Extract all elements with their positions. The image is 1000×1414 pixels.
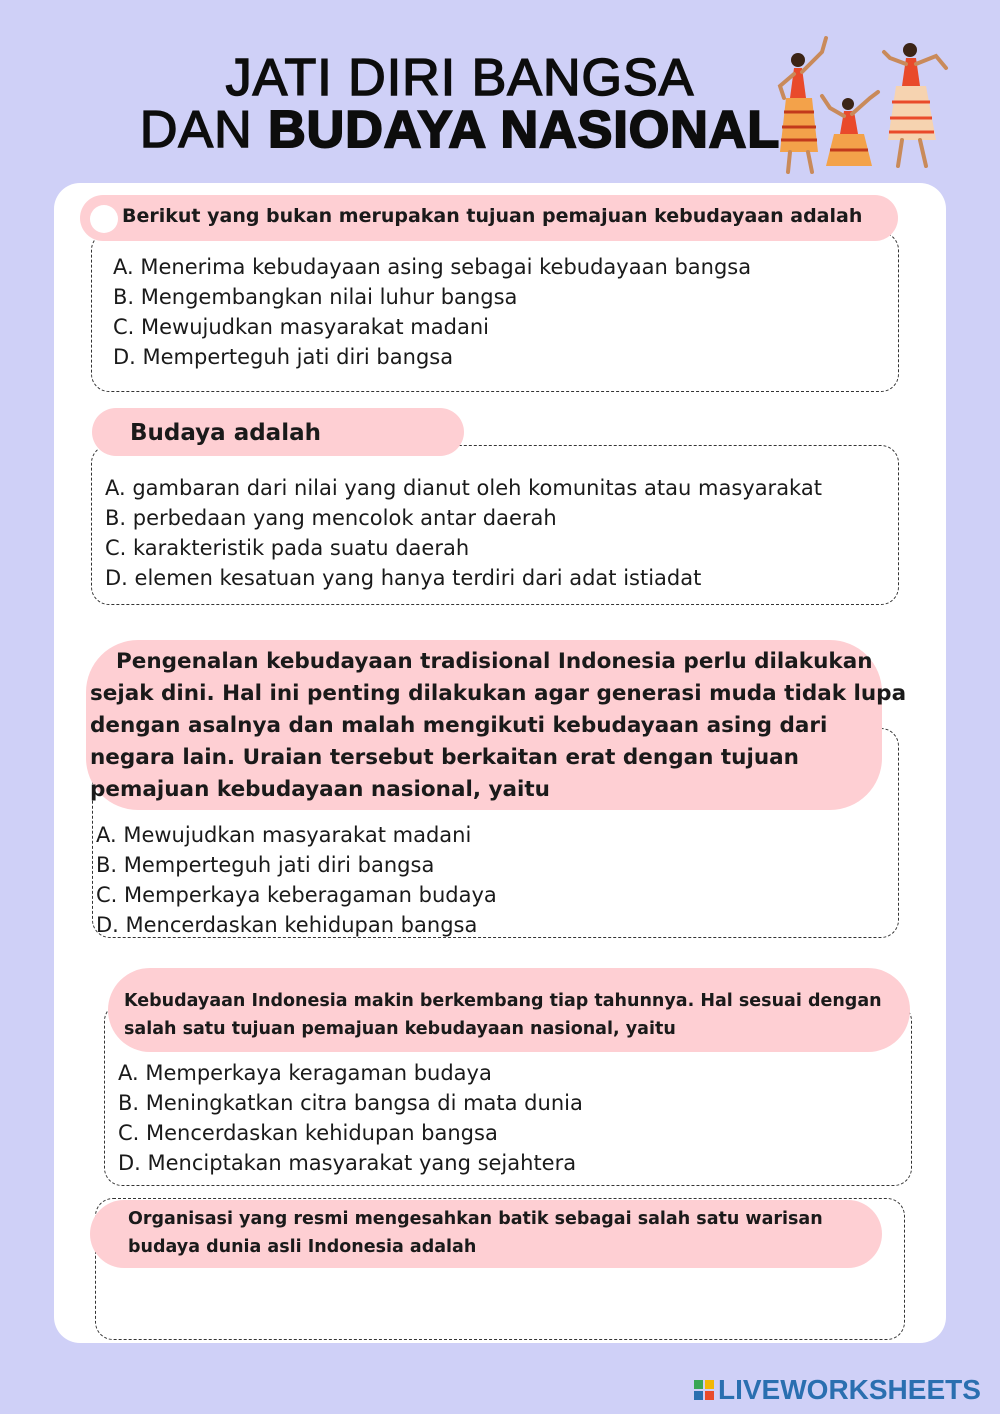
- question-4-option-c[interactable]: C. Mencerdaskan kehidupan bangsa: [118, 1121, 498, 1145]
- question-4-prompt-line: salah satu tujuan pemajuan kebudayaan nasional, yaitu: [124, 1019, 676, 1039]
- question-1-bullet: [90, 205, 118, 233]
- dancers-illustration: [760, 12, 960, 182]
- question-5-prompt: [90, 1200, 882, 1268]
- question-3-option-a[interactable]: A. Mewujudkan masyarakat madani: [96, 823, 472, 847]
- question-4-option-b[interactable]: B. Meningkatkan citra bangsa di mata dunia: [118, 1091, 583, 1115]
- question-3-prompt-lines: [90, 646, 906, 806]
- question-3-options: [96, 820, 497, 940]
- liveworksheets-logo: [694, 1374, 981, 1406]
- question-4-option-a[interactable]: A. Memperkaya keragaman budaya: [118, 1061, 492, 1085]
- dancer-center: [822, 92, 878, 166]
- question-2-option-b[interactable]: B. perbedaan yang mencolok antar daerah: [105, 506, 557, 530]
- question-1-prompt-text: Berikut yang bukan merupakan tujuan pemajuan kebudayaan adalah: [122, 205, 863, 227]
- question-1-option-c[interactable]: C. Mewujudkan masyarakat madani: [113, 315, 489, 339]
- question-5-prompt-line: Organisasi yang resmi mengesahkan batik sebagai salah satu warisan: [128, 1209, 823, 1229]
- question-3-option-c[interactable]: C. Memperkaya keberagaman budaya: [96, 883, 497, 907]
- question-2-option-d[interactable]: D. elemen kesatuan yang hanya terdiri dari adat istiadat: [105, 566, 702, 590]
- question-2-option-a[interactable]: A. gambaran dari nilai yang dianut oleh komunitas atau masyarakat: [105, 476, 822, 500]
- question-4-prompt-lines: [124, 987, 882, 1043]
- liveworksheets-brand-text: LIVEWORKSHEETS: [718, 1374, 981, 1405]
- question-3-option-d[interactable]: D. Mencerdaskan kehidupan bangsa: [96, 913, 478, 937]
- question-3-prompt: [86, 640, 907, 810]
- question-3-option-b[interactable]: B. Memperteguh jati diri bangsa: [96, 853, 435, 877]
- question-5-prompt-lines: [128, 1205, 823, 1261]
- question-2-option-c[interactable]: C. karakteristik pada suatu daerah: [105, 536, 470, 560]
- question-4-prompt-line: Kebudayaan Indonesia makin berkembang tiap tahunnya. Hal sesuai dengan: [124, 991, 882, 1011]
- question-3-prompt-line: Pengenalan kebudayaan tradisional Indonesia perlu dilakukan: [116, 649, 873, 674]
- question-4-prompt: [108, 968, 910, 1052]
- question-5-prompt-line: budaya dunia asli Indonesia adalah: [128, 1237, 477, 1257]
- dancer-left: [780, 38, 826, 172]
- question-1-option-d[interactable]: D. Memperteguh jati diri bangsa: [113, 345, 454, 369]
- question-2-options: [105, 473, 822, 593]
- page-title-line-1: JATI DIRI BANGSA: [225, 49, 695, 107]
- question-5-answer-area[interactable]: [110, 1276, 890, 1328]
- question-1-options: [113, 252, 751, 372]
- question-3-prompt-line: negara lain. Uraian tersebut berkaitan erat dengan tujuan: [90, 745, 799, 770]
- question-3-prompt-line: dengan asalnya dan malah mengikuti kebudayaan asing dari: [90, 713, 828, 738]
- question-4-options: [118, 1058, 583, 1178]
- question-1-option-b[interactable]: B. Mengembangkan nilai luhur bangsa: [113, 285, 518, 309]
- question-3-prompt-line: sejak dini. Hal ini penting dilakukan agar generasi muda tidak lupa: [90, 681, 907, 706]
- question-3-prompt-line: pemajuan kebudayaan nasional, yaitu: [90, 777, 550, 802]
- question-2-prompt: [92, 408, 464, 456]
- question-1-prompt: [80, 195, 898, 241]
- dancer-right: [884, 43, 946, 166]
- title-bold-part: BUDAYA NASIONAL: [268, 101, 781, 159]
- question-4-option-d[interactable]: D. Menciptakan masyarakat yang sejahtera: [118, 1151, 577, 1175]
- title-light-part: DAN: [139, 101, 269, 159]
- liveworksheets-logo-icon: [694, 1380, 714, 1400]
- question-2-prompt-text: Budaya adalah: [130, 420, 321, 446]
- question-1-option-a[interactable]: A. Menerima kebudayaan asing sebagai kebudayaan bangsa: [113, 255, 752, 279]
